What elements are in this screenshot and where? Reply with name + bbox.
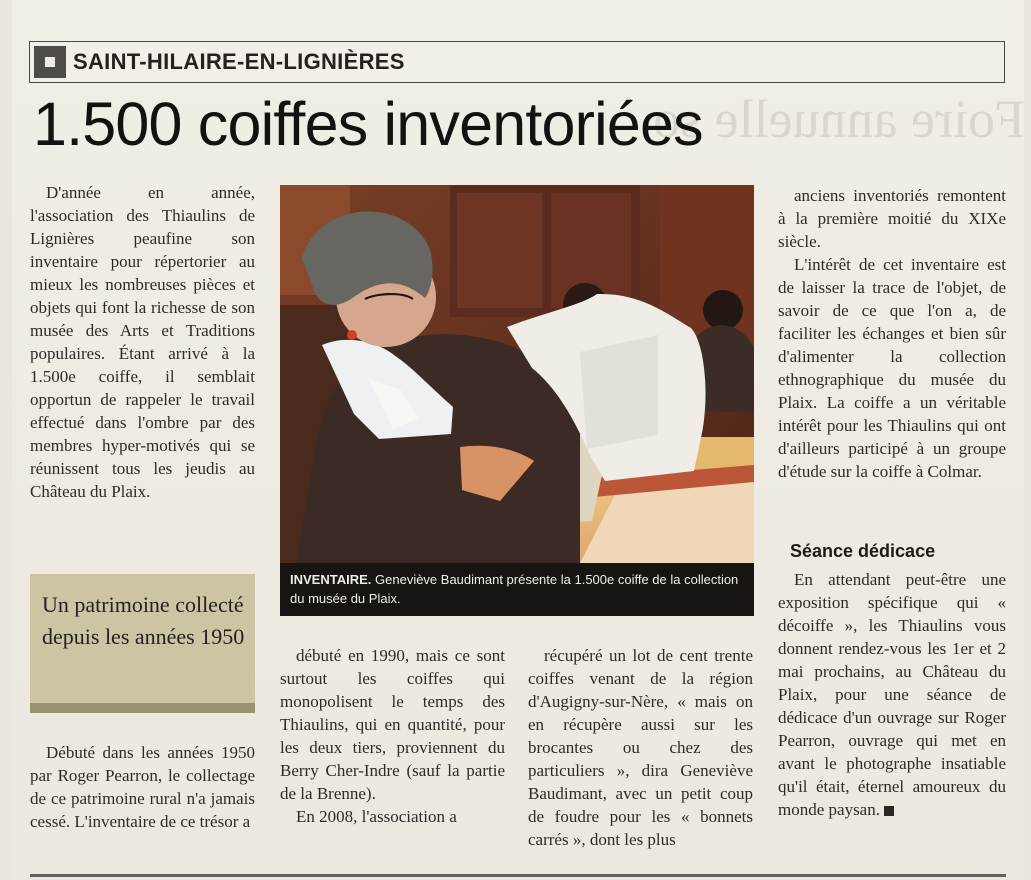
section-square-icon [34,46,66,78]
section-title: SAINT-HILAIRE-EN-LIGNIÈRES [73,49,405,74]
photo-scene [280,185,754,563]
column-2-paragraph: débuté en 1990, mais ce sont surtout les coiffes qui monopolisent le temps des Thiaulins, qui en quantité, pour les deux tiers, proviennent du Berry Cher-Indre (sauf la partie de la Brenne). [280,646,505,803]
column-4b-paragraph: L'intérêt de cet inventaire est de laisser la trace de l'objet, de savoir de ce que l'on a, de faciliter les échanges et bien sûr d'alimenter la collection ethnographique du musée du Plaix. La coiffe a un véritable intérêt pour les Thiaulins qui ont d'ailleurs participé à un groupe d'étude sur la coiffe à Colmar. [778,255,1006,481]
article-column-1b [30,741,255,833]
article-column-1 [30,181,255,503]
column-1b-paragraph: Débuté dans les années 1950 par Roger Pearron, le collectage de ce patrimoine rural n'a jamais cessé. L'inventaire de ce trésor a [30,743,255,831]
article-column-4b [778,568,1006,821]
section-bar [29,41,1005,83]
end-mark-icon [884,806,894,816]
column-3-paragraph: récupéré un lot de cent trente coiffes venant de la région d'Augigny-sur-Nère, « mais on en récupère aussi sur les brocantes ou chez des particuliers », dira Geneviève Baudimant, avec un petit coup de foudre pour les « bonnets carrés », dont les plus [528,646,753,849]
article-photo [280,185,754,616]
photo-caption [280,563,754,616]
article-column-4 [778,184,1006,483]
column-2b-paragraph: En 2008, l'association a [296,807,457,826]
caption-label: INVENTAIRE. [290,572,372,587]
article-headline: 1.500 coiffes inventoriées [33,90,703,158]
bleedthrough-headline: Foire annuelle so [653,89,1025,149]
column-4c-text: En attendant peut-être une exposition spécifique qui « décoiffe », les Thiaulins vous donnent rendez-vous les 1er et 2 mai prochains, au Château du Plaix, pour une séance de dédicace d'un ouvrage sur Roger Pearron, ouvrage qui met en avant le photographe insatiable qu'il était, éternel amoureux du monde paysan. [778,570,1006,819]
column-4-paragraph: anciens inventoriés remontent à la première moitié du XIXe siècle. [778,186,1006,251]
article-column-2 [280,644,505,828]
caption-text: Geneviève Baudimant présente la 1.500e coiffe de la collection du musée du Plaix. [290,572,739,606]
callout-text: Un patrimoine collecté depuis les années 1950 [42,592,245,649]
bottom-rule [30,874,1006,877]
callout-box [30,574,255,713]
section-subhead: Séance dédicace [790,541,936,561]
column-4c-paragraph [778,568,1006,821]
article-column-3 [528,644,753,851]
column-1-paragraph: D'année en année, l'association des Thiaulins de Lignières peaufine son inventaire pour répertorier au mieux les nombreuses pièces et objets qui font la richesse de son musée des Arts et Traditions populaires. Étant arrivé à la 1.500e coiffe, il semblait opportun de rappeler le travail effectué dans l'ombre par des membres hyper-motivés qui se réunissent tous les jeudis au Château du Plaix. [30,183,255,501]
